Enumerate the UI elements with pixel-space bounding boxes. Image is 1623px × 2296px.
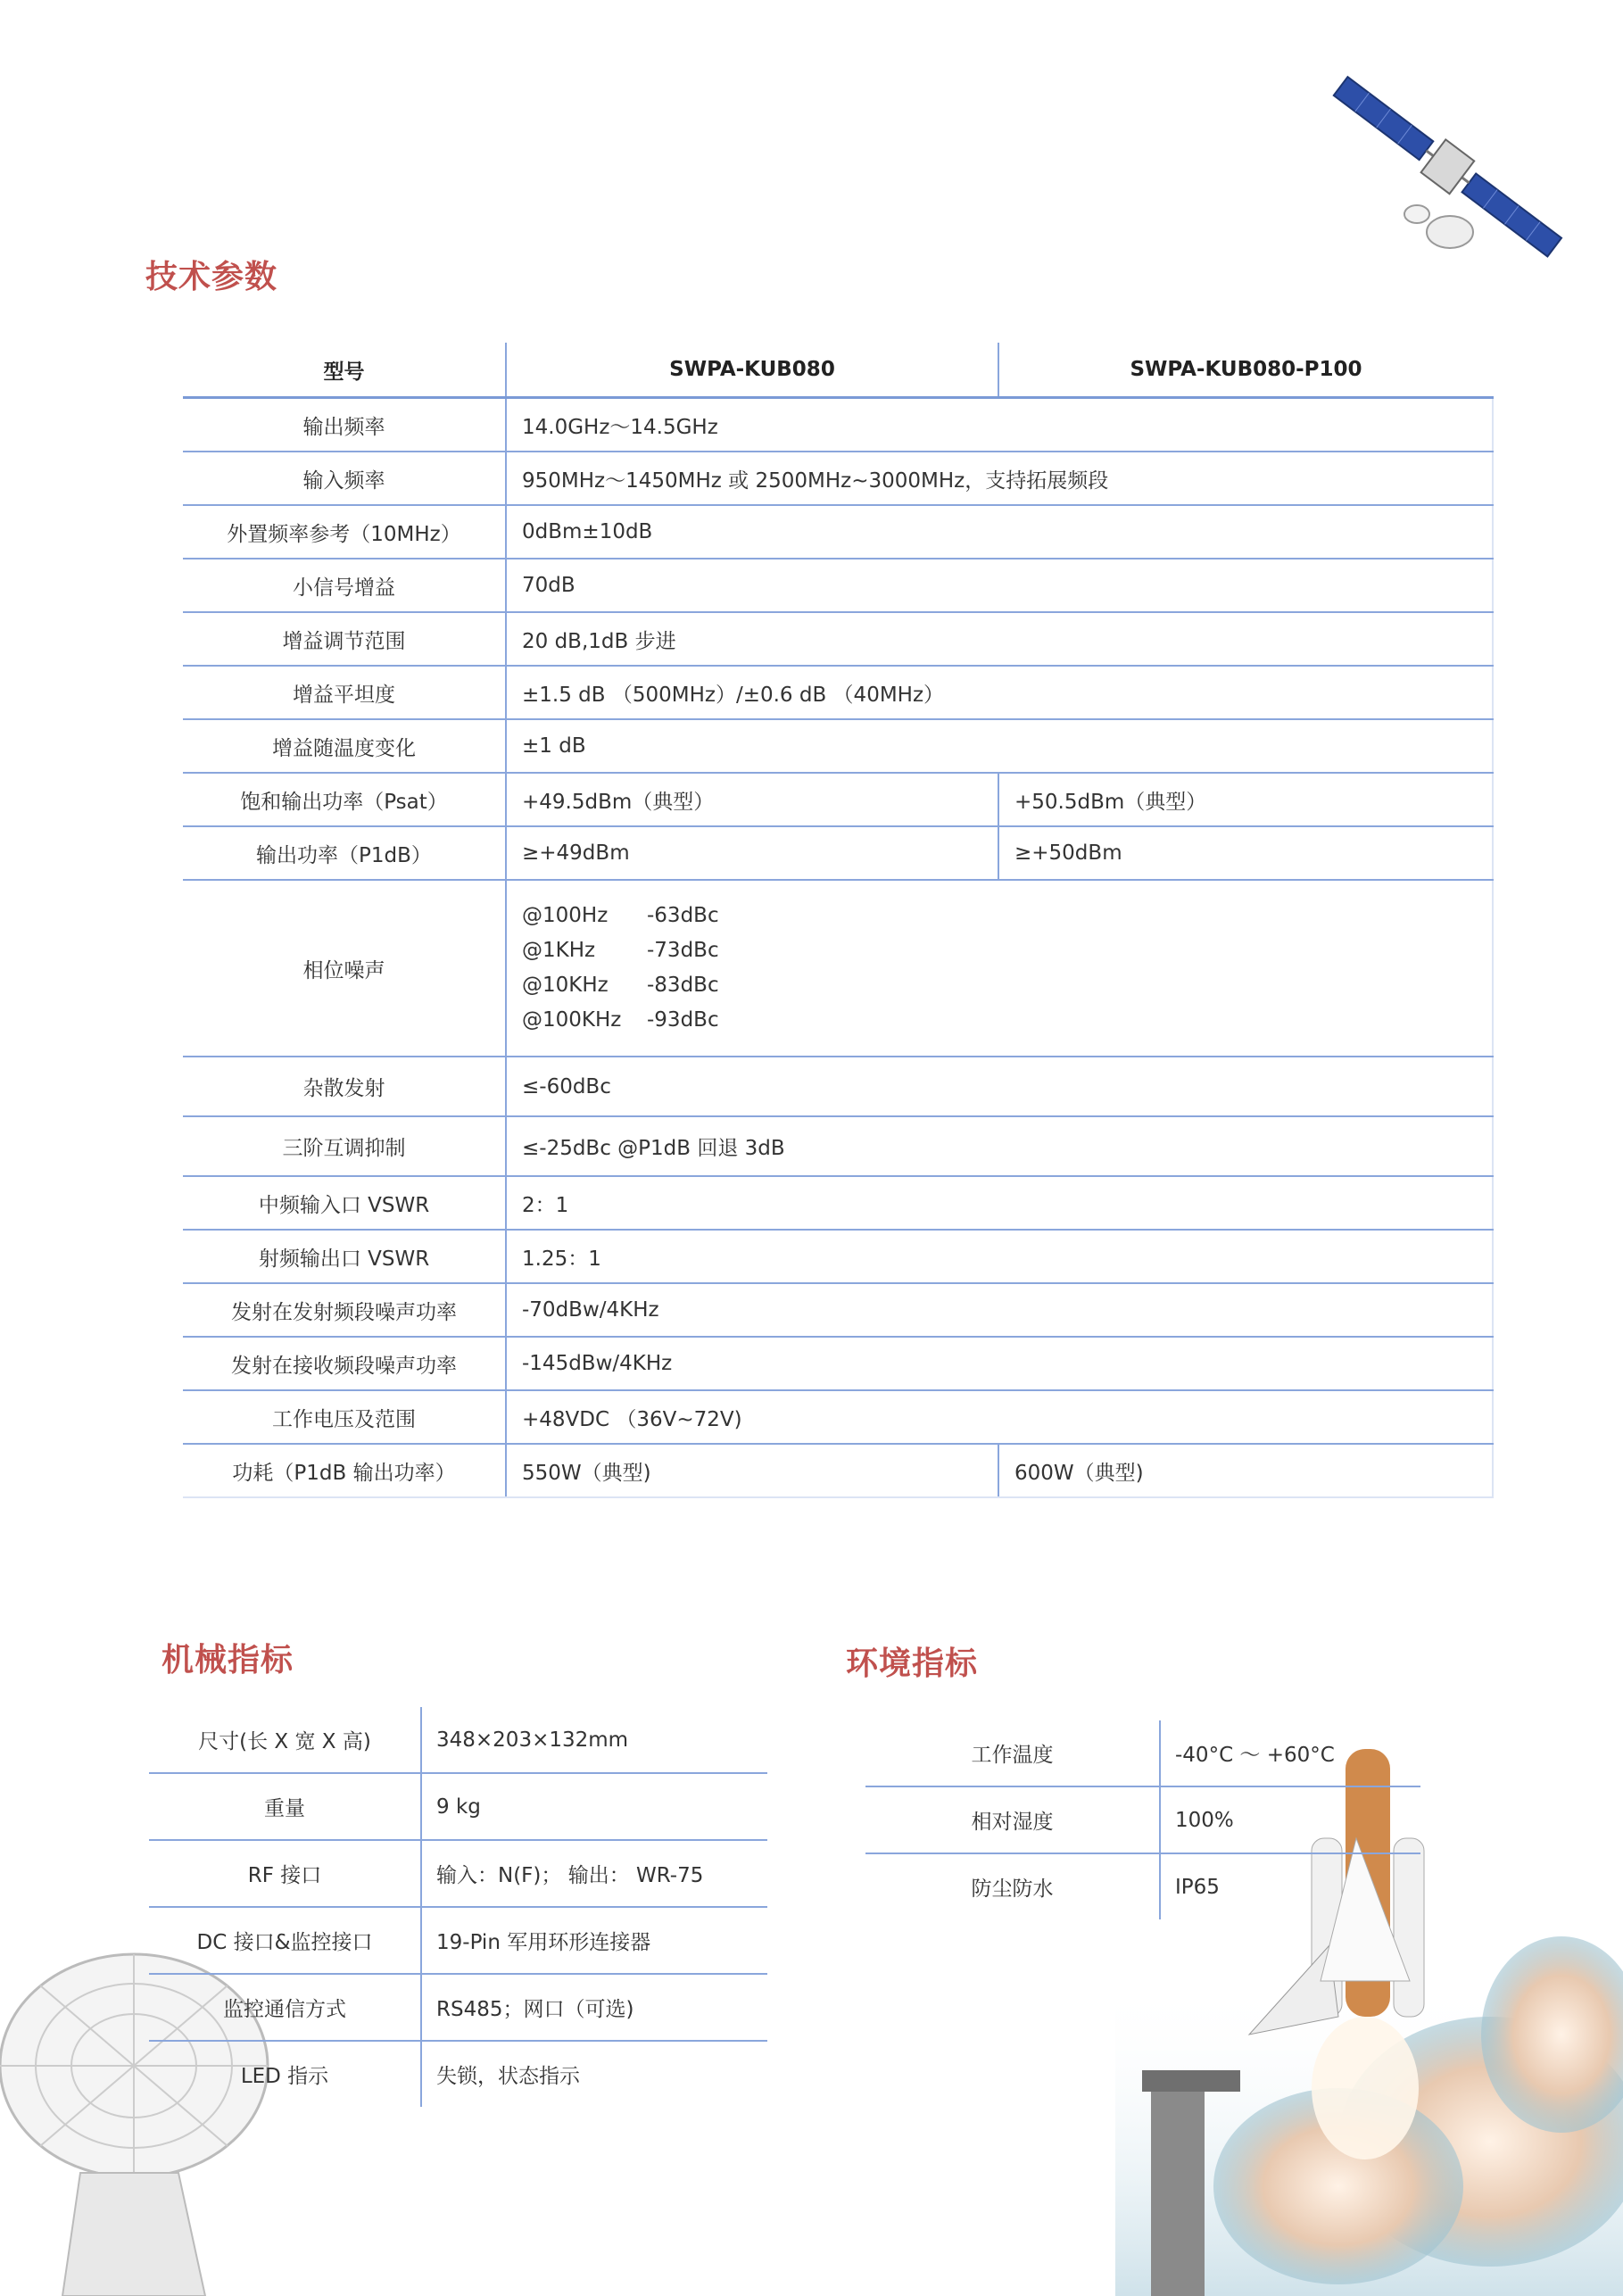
mech-value: 输入：N(F)； 输出： WR-75 xyxy=(421,1840,767,1907)
pn-val: -73dBc xyxy=(647,939,719,962)
row-value-2: 600W（典型) xyxy=(998,1444,1493,1497)
table-row xyxy=(865,1720,1420,1786)
row-value: 550W（典型) xyxy=(506,1444,998,1497)
table-row xyxy=(183,1444,1493,1497)
header-model: 型号 xyxy=(183,343,506,398)
table-row xyxy=(183,666,1493,719)
spec-table xyxy=(183,343,1494,1498)
pn-val: -63dBc xyxy=(647,904,719,927)
table-row xyxy=(183,719,1493,773)
row-label: 外置频率参考（10MHz） xyxy=(183,505,506,559)
row-label: 工作电压及范围 xyxy=(183,1390,506,1444)
row-value: 2：1 xyxy=(506,1176,1493,1230)
row-value-2: ≥+50dBm xyxy=(998,826,1493,880)
table-row xyxy=(865,1853,1420,1919)
mech-table xyxy=(149,1707,767,2107)
row-label: 中频输入口 VSWR xyxy=(183,1176,506,1230)
mech-value: 348×203×132mm xyxy=(421,1707,767,1773)
row-value: 0dBm±10dB xyxy=(506,505,1493,559)
row-value: +48VDC （36V~72V) xyxy=(506,1390,1493,1444)
mech-label: DC 接口&监控接口 xyxy=(149,1907,421,1974)
env-value: 100% xyxy=(1160,1786,1420,1853)
table-row xyxy=(183,612,1493,666)
row-value: ≤-25dBc @P1dB 回退 3dB xyxy=(506,1116,1493,1176)
env-label: 工作温度 xyxy=(865,1720,1160,1786)
table-row xyxy=(183,773,1493,826)
table-row xyxy=(183,398,1493,452)
row-value: 20 dB,1dB 步进 xyxy=(506,612,1493,666)
row-value: ±1.5 dB （500MHz）/±0.6 dB （40MHz） xyxy=(506,666,1493,719)
phase-noise-values xyxy=(506,880,1493,1057)
phase-noise-line xyxy=(522,1003,1492,1038)
row-value: ≤-60dBc xyxy=(506,1057,1493,1116)
header-model-1: SWPA-KUB080 xyxy=(506,343,998,398)
mech-label: 重量 xyxy=(149,1773,421,1840)
mech-section-title: 机械指标 xyxy=(161,1642,294,1678)
env-label: 防尘防水 xyxy=(971,1877,1054,1901)
row-value: 14.0GHz～14.5GHz xyxy=(506,398,1493,452)
header-model-2: SWPA-KUB080-P100 xyxy=(998,343,1493,398)
table-row xyxy=(183,1057,1493,1116)
satellite-illustration xyxy=(1303,40,1588,299)
row-label: 输出频率 xyxy=(183,398,506,452)
row-label: 三阶互调抑制 xyxy=(183,1116,506,1176)
tech-section-title: 技术参数 xyxy=(145,259,278,295)
mech-value: RS485；网口（可选) xyxy=(421,1974,767,2041)
table-row-phase-noise xyxy=(183,880,1493,1057)
row-value: -145dBw/4KHz xyxy=(506,1337,1493,1390)
row-value: 950MHz～1450MHz 或 2500MHz~3000MHz，支持拓展频段 xyxy=(506,452,1493,505)
pn-val: -93dBc xyxy=(647,1008,719,1032)
table-row xyxy=(183,1176,1493,1230)
row-label: 增益平坦度 xyxy=(183,666,506,719)
table-row xyxy=(149,1907,767,1974)
mech-label: 尺寸(长 X 宽 X 高) xyxy=(149,1707,421,1773)
row-value: -70dBw/4KHz xyxy=(506,1283,1493,1337)
mech-label: LED 指示 xyxy=(240,2065,329,2088)
table-row xyxy=(183,1283,1493,1337)
mech-value: 9 kg xyxy=(421,1773,767,1840)
table-row xyxy=(149,1840,767,1907)
mech-label: RF 接口 xyxy=(149,1840,421,1907)
row-label: 饱和输出功率（Psat） xyxy=(183,773,506,826)
table-row xyxy=(865,1786,1420,1853)
phase-noise-line xyxy=(522,899,1492,933)
table-row xyxy=(183,505,1493,559)
row-label: 输出功率（P1dB） xyxy=(183,826,506,880)
table-row xyxy=(149,1773,767,1840)
env-value: IP65 xyxy=(1160,1853,1420,1919)
table-row xyxy=(183,452,1493,505)
env-section-title: 环境指标 xyxy=(846,1645,979,1682)
env-table xyxy=(865,1720,1420,1919)
table-row xyxy=(183,1390,1493,1444)
table-row xyxy=(149,1974,767,2041)
row-value: ≥+49dBm xyxy=(506,826,998,880)
mech-value: 19-Pin 军用环形连接器 xyxy=(421,1907,767,1974)
spec-header-row xyxy=(183,343,1493,398)
row-label: 小信号增益 xyxy=(183,559,506,612)
pn-freq: @100KHz xyxy=(522,1008,622,1032)
mech-label: 监控通信方式 xyxy=(149,1974,421,2041)
row-label: 相位噪声 xyxy=(183,880,506,1057)
phase-noise-line xyxy=(522,933,1492,968)
mech-value: 失锁，状态指示 xyxy=(421,2041,767,2107)
env-value: -40°C ～ +60°C xyxy=(1160,1720,1420,1786)
env-label: 相对湿度 xyxy=(865,1786,1160,1853)
row-label: 功耗（P1dB 输出功率） xyxy=(183,1444,506,1497)
row-value-2: +50.5dBm（典型） xyxy=(998,773,1493,826)
row-value: ±1 dB xyxy=(506,719,1493,773)
phase-noise-line xyxy=(522,968,1492,1003)
pn-freq: @100Hz xyxy=(522,904,609,927)
table-row xyxy=(149,1707,767,1773)
table-row xyxy=(183,1230,1493,1283)
table-row xyxy=(183,1337,1493,1390)
pn-freq: @10KHz xyxy=(522,974,609,997)
row-label: 增益调节范围 xyxy=(183,612,506,666)
row-value: 70dB xyxy=(506,559,1493,612)
pn-val: -83dBc xyxy=(647,974,719,997)
row-value: +49.5dBm（典型） xyxy=(506,773,998,826)
row-label: 增益随温度变化 xyxy=(183,719,506,773)
table-row xyxy=(149,2041,767,2107)
row-label: 杂散发射 xyxy=(183,1057,506,1116)
table-row xyxy=(183,559,1493,612)
table-row xyxy=(183,1116,1493,1176)
row-label: 射频输出口 VSWR xyxy=(183,1230,506,1283)
row-label: 输入频率 xyxy=(183,452,506,505)
table-row xyxy=(183,826,1493,880)
row-value: 1.25：1 xyxy=(506,1230,1493,1283)
row-label: 发射在接收频段噪声功率 xyxy=(183,1337,506,1390)
row-label: 发射在发射频段噪声功率 xyxy=(183,1283,506,1337)
pn-freq: @1KHz xyxy=(522,939,596,962)
